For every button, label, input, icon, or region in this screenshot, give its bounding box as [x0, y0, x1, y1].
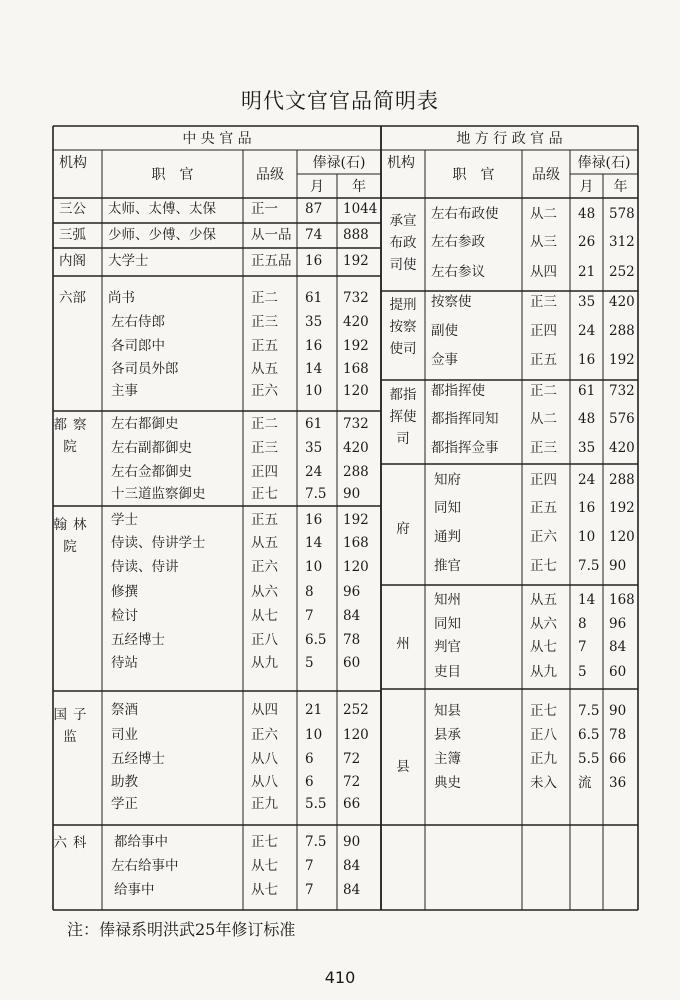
left-year: 84: [343, 882, 361, 898]
right-header-month: 月: [579, 179, 594, 195]
left-rank: 正二: [251, 416, 278, 432]
left-post: 左右给事中: [111, 858, 179, 874]
left-rank: 从七: [251, 858, 278, 874]
right-month: 35: [578, 294, 596, 310]
right-year: 84: [609, 639, 627, 655]
left-org-label: 三公: [59, 201, 86, 217]
left-year: 288: [343, 464, 369, 480]
left-post: 学正: [111, 796, 138, 812]
left-year: 96: [343, 584, 361, 600]
left-post: 各司员外郎: [111, 361, 179, 377]
right-year: 36: [609, 775, 627, 791]
left-rank: 正五品: [251, 253, 292, 269]
right-post: 同知: [434, 500, 461, 516]
right-header-year: 年: [613, 179, 628, 195]
right-post: 都指挥佥事: [431, 440, 499, 456]
right-post: 左右参议: [431, 264, 485, 280]
left-rank: 正五: [251, 512, 278, 528]
right-org-label: 府: [396, 521, 410, 537]
left-post: 侍读、侍讲学士: [111, 535, 206, 551]
left-month: 21: [305, 702, 323, 718]
right-month: 48: [578, 411, 596, 427]
left-org-label: 三弧: [59, 227, 86, 243]
right-rank: 正五: [530, 500, 557, 516]
right-post: 按察使: [431, 294, 472, 310]
right-year: 120: [609, 529, 635, 545]
left-rank: 正三: [251, 314, 278, 330]
left-rank: 正六: [251, 559, 278, 575]
left-post: 五经博士: [111, 751, 165, 767]
right-month: 7.5: [578, 558, 600, 574]
right-year: 168: [609, 592, 635, 608]
left-table-grid: [53, 126, 381, 910]
right-header-rank: 品级: [532, 167, 560, 183]
left-rank: 正三: [251, 440, 278, 456]
left-month: 8: [305, 584, 314, 600]
left-org-label: 六部: [59, 290, 86, 306]
left-year: 84: [343, 858, 361, 874]
right-month: 26: [578, 234, 596, 250]
left-post: 左右佥都御史: [111, 464, 192, 480]
right-month: 24: [578, 323, 596, 339]
left-month: 6: [305, 751, 314, 767]
left-month: 24: [305, 464, 323, 480]
left-rank: 正七: [251, 486, 278, 502]
right-post: 通判: [434, 529, 461, 545]
right-year: 192: [609, 352, 635, 368]
right-month: 5.5: [578, 751, 600, 767]
right-rank: 正六: [530, 529, 557, 545]
right-post: 佥事: [431, 352, 458, 368]
right-rank: 正四: [530, 472, 557, 488]
left-header-salary: 俸禄(石): [312, 155, 366, 171]
right-rank: 正三: [530, 440, 557, 456]
right-org-label: 承宣布政司使: [389, 213, 417, 273]
local-officials-table: [381, 126, 638, 910]
right-year: 420: [609, 440, 635, 456]
right-rank: 从四: [530, 264, 557, 280]
right-month: 7.5: [578, 703, 600, 719]
right-post: 知县: [434, 703, 461, 719]
right-post: 副使: [431, 323, 458, 339]
left-year: 120: [343, 383, 369, 399]
left-month: 7: [305, 608, 314, 624]
left-post: 左右都御史: [111, 416, 179, 432]
left-org-label: 内阁: [59, 253, 86, 269]
left-post: 助教: [111, 774, 138, 790]
left-year: 888: [343, 227, 369, 243]
left-year: 90: [343, 834, 361, 850]
left-rank: 正一: [251, 201, 278, 217]
right-month: 14: [578, 592, 596, 608]
left-month: 61: [305, 290, 323, 306]
right-year: 96: [609, 616, 627, 632]
right-rank: 正八: [530, 727, 557, 743]
right-year: 90: [609, 703, 627, 719]
left-year: 168: [343, 361, 369, 377]
left-header-year: 年: [352, 179, 366, 195]
left-month: 14: [305, 535, 323, 551]
left-post: 少师、少傅、少保: [108, 227, 216, 243]
right-rank: 正五: [530, 352, 557, 368]
left-rank: 从八: [251, 774, 278, 790]
left-org-label: 国子监: [53, 707, 93, 745]
left-rank: 正六: [251, 727, 278, 743]
left-post: 左右副都御史: [111, 440, 192, 456]
left-rank: 从八: [251, 751, 278, 767]
left-post: 大学士: [108, 253, 149, 269]
right-year: 312: [609, 234, 635, 250]
left-rank: 从五: [251, 535, 278, 551]
left-header-post: 职 官: [151, 167, 194, 183]
right-month: 6.5: [578, 727, 600, 743]
right-rank: 正三: [530, 294, 557, 310]
left-month: 7: [305, 858, 314, 874]
right-month: 24: [578, 472, 596, 488]
left-post: 检讨: [111, 608, 138, 624]
left-rank: 从一品: [251, 227, 292, 243]
left-month: 7: [305, 882, 314, 898]
right-month: 10: [578, 529, 596, 545]
right-post: 知州: [434, 592, 461, 608]
left-rank: 从五: [251, 361, 278, 377]
right-post: 吏目: [434, 664, 461, 680]
right-month: 61: [578, 383, 596, 399]
left-year: 192: [343, 253, 369, 269]
left-year: 78: [343, 632, 361, 648]
left-month: 16: [305, 338, 323, 354]
right-month: 16: [578, 352, 596, 368]
left-year: 192: [343, 512, 369, 528]
left-year: 120: [343, 727, 369, 743]
right-year: 732: [609, 383, 635, 399]
right-post: 都指挥同知: [431, 411, 499, 427]
right-rank: 从二: [530, 411, 557, 427]
left-year: 732: [343, 416, 369, 432]
left-month: 10: [305, 727, 323, 743]
left-month: 7.5: [305, 834, 327, 850]
right-org-label: 州: [396, 636, 410, 652]
right-rank: 正四: [530, 323, 557, 339]
left-rank: 从六: [251, 584, 278, 600]
left-rank: 正六: [251, 383, 278, 399]
page-title: 明代文官官品简明表: [241, 89, 439, 113]
right-org-label: 提刑按察使司: [389, 297, 417, 357]
left-month: 35: [305, 440, 323, 456]
right-post: 左右参政: [431, 234, 485, 250]
right-year: 90: [609, 558, 627, 574]
left-month: 10: [305, 559, 323, 575]
left-month: 10: [305, 383, 323, 399]
right-month: 8: [578, 616, 587, 632]
right-month: 5: [578, 664, 587, 680]
left-post: 尚书: [108, 290, 135, 306]
right-rank: 正九: [530, 751, 557, 767]
left-section-title: 中 央 官 品: [182, 131, 252, 147]
right-header-post: 职 官: [452, 167, 495, 183]
left-month: 6.5: [305, 632, 327, 648]
central-officials-table: [53, 126, 381, 910]
left-month: 7.5: [305, 486, 327, 502]
left-rank: 正九: [251, 796, 278, 812]
right-rank: 从七: [530, 639, 557, 655]
left-rank: 正七: [251, 834, 278, 850]
right-org-label: 县: [396, 759, 410, 775]
right-year: 192: [609, 500, 635, 516]
left-rank: 正五: [251, 338, 278, 354]
left-year: 72: [343, 751, 361, 767]
left-post: 待站: [111, 655, 138, 671]
left-rank: 从七: [251, 882, 278, 898]
right-post: 典史: [434, 775, 461, 791]
left-post: 祭酒: [111, 702, 138, 718]
right-rank: 从九: [530, 664, 557, 680]
left-post: 司业: [111, 727, 138, 743]
right-year: 78: [609, 727, 627, 743]
right-post: 县承: [434, 727, 461, 743]
right-year: 288: [609, 323, 635, 339]
left-rank: 正二: [251, 290, 278, 306]
left-org-label: 都察院: [53, 417, 93, 455]
right-post: 推官: [434, 558, 461, 574]
left-post: 左右侍郎: [111, 314, 165, 330]
right-month: 21: [578, 264, 596, 280]
left-header-month: 月: [310, 179, 324, 195]
left-year: 192: [343, 338, 369, 354]
left-post: 各司郎中: [111, 338, 165, 354]
right-rank: 从二: [530, 206, 557, 222]
left-rank: 从四: [251, 702, 278, 718]
left-post: 侍读、侍讲: [111, 559, 179, 575]
right-year: 252: [609, 264, 635, 280]
right-year: 420: [609, 294, 635, 310]
left-year: 120: [343, 559, 369, 575]
left-rank: 正四: [251, 464, 278, 480]
right-rank: 从五: [530, 592, 557, 608]
right-rank: 正二: [530, 383, 557, 399]
left-post: 五经博士: [111, 632, 165, 648]
left-year: 1044: [343, 201, 378, 217]
left-post: 十三道监察御史: [111, 486, 206, 502]
left-month: 14: [305, 361, 323, 377]
right-month: 35: [578, 440, 596, 456]
right-header-org: 机构: [387, 155, 415, 171]
left-rank: 从九: [251, 655, 278, 671]
left-year: 66: [343, 796, 361, 812]
left-month: 5.5: [305, 796, 327, 812]
left-year: 252: [343, 702, 369, 718]
page-number: 410: [324, 968, 356, 987]
right-year: 66: [609, 751, 627, 767]
left-post: 修撰: [111, 584, 138, 600]
left-year: 420: [343, 314, 369, 330]
right-year: 288: [609, 472, 635, 488]
left-post: 学士: [111, 512, 138, 528]
right-rank: 正七: [530, 703, 557, 719]
right-post: 主簿: [434, 751, 461, 767]
right-post: 知府: [434, 472, 461, 488]
left-month: 74: [305, 227, 323, 243]
right-month: 流: [578, 775, 592, 791]
left-org-label: 翰林院: [53, 517, 93, 555]
right-year: 60: [609, 664, 627, 680]
left-org-label: 六科: [53, 835, 93, 851]
left-year: 60: [343, 655, 361, 671]
right-post: 都指挥使: [431, 383, 485, 399]
left-year: 732: [343, 290, 369, 306]
left-month: 16: [305, 512, 323, 528]
left-month: 6: [305, 774, 314, 790]
right-rank: 从六: [530, 616, 557, 632]
right-post: 判官: [434, 639, 461, 655]
right-year: 578: [609, 206, 635, 222]
right-post: 左右布政使: [431, 206, 499, 222]
left-post: 给事中: [114, 882, 155, 898]
left-post: 太师、太傅、太保: [108, 201, 216, 217]
left-year: 90: [343, 486, 361, 502]
right-org-label: 都指挥使司: [389, 387, 417, 447]
right-rank: 从三: [530, 234, 557, 250]
left-header-rank: 品级: [256, 167, 284, 183]
right-rank: 正七: [530, 558, 557, 574]
left-year: 84: [343, 608, 361, 624]
left-rank: 正八: [251, 632, 278, 648]
right-post: 同知: [434, 616, 461, 632]
left-header-org: 机构: [59, 155, 87, 171]
left-year: 168: [343, 535, 369, 551]
left-month: 35: [305, 314, 323, 330]
left-post: 都给事中: [114, 834, 168, 850]
right-month: 48: [578, 206, 596, 222]
left-post: 主事: [111, 383, 138, 399]
right-year: 576: [609, 411, 635, 427]
left-month: 87: [305, 201, 323, 217]
left-month: 5: [305, 655, 314, 671]
right-header-salary: 俸禄(石): [577, 155, 631, 171]
left-year: 72: [343, 774, 361, 790]
left-rank: 从七: [251, 608, 278, 624]
left-month: 16: [305, 253, 323, 269]
footnote: 注：俸禄系明洪武25年修订标准: [67, 920, 296, 939]
left-year: 420: [343, 440, 369, 456]
right-section-title: 地 方 行 政 官 品: [456, 131, 563, 147]
right-month: 16: [578, 500, 596, 516]
right-rank: 未入: [530, 775, 557, 791]
right-month: 7: [578, 639, 587, 655]
left-month: 61: [305, 416, 323, 432]
